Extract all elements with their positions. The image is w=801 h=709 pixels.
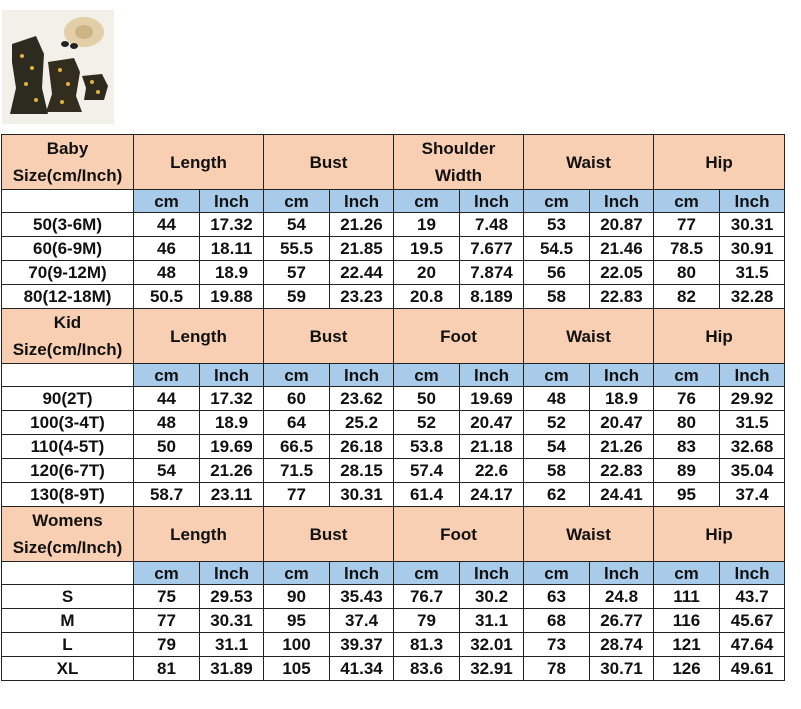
- measurement-header: Hip: [654, 135, 785, 190]
- value-cell: 21.26: [590, 435, 654, 459]
- measurement-header: Bust: [264, 507, 394, 562]
- value-cell: 76: [654, 387, 720, 411]
- value-cell: 116: [654, 609, 720, 633]
- value-cell: 68: [524, 609, 590, 633]
- measurement-header: Length: [134, 507, 264, 562]
- value-cell: 18.9: [200, 261, 264, 285]
- value-cell: 52: [394, 411, 460, 435]
- value-cell: 64: [264, 411, 330, 435]
- value-cell: 28.74: [590, 633, 654, 657]
- value-cell: 26.77: [590, 609, 654, 633]
- size-cell: 110(4-5T): [2, 435, 134, 459]
- value-cell: 30.31: [720, 213, 785, 237]
- value-cell: 35.43: [330, 585, 394, 609]
- value-cell: 75: [134, 585, 200, 609]
- unit-cm: cm: [264, 190, 330, 213]
- unit-cm: cm: [394, 190, 460, 213]
- table-row: [2, 237, 785, 261]
- size-cell: 80(12-18M): [2, 285, 134, 309]
- value-cell: 63: [524, 585, 590, 609]
- unit-cm: cm: [394, 562, 460, 585]
- unit-cm: cm: [654, 190, 720, 213]
- value-cell: 21.18: [460, 435, 524, 459]
- value-cell: 111: [654, 585, 720, 609]
- value-cell: 57.4: [394, 459, 460, 483]
- value-cell: 80: [654, 411, 720, 435]
- section-size-label-line: Baby: [46, 139, 89, 158]
- value-cell: 25.2: [330, 411, 394, 435]
- value-cell: 31.89: [200, 657, 264, 681]
- table-row: [2, 411, 785, 435]
- size-cell: XL: [2, 657, 134, 681]
- value-cell: 30.91: [720, 237, 785, 261]
- section-size-label: [2, 507, 134, 562]
- unit-cm: cm: [524, 562, 590, 585]
- table-row: [2, 387, 785, 411]
- value-cell: 76.7: [394, 585, 460, 609]
- unit-row: [2, 364, 785, 387]
- table-row: [2, 459, 785, 483]
- value-cell: 80: [654, 261, 720, 285]
- value-cell: 71.5: [264, 459, 330, 483]
- unit-row-blank: [2, 364, 134, 387]
- value-cell: 32.91: [460, 657, 524, 681]
- unit-row: [2, 190, 785, 213]
- value-cell: 73: [524, 633, 590, 657]
- value-cell: 30.71: [590, 657, 654, 681]
- value-cell: 24.41: [590, 483, 654, 507]
- value-cell: 81.3: [394, 633, 460, 657]
- measurement-header: [394, 135, 524, 190]
- value-cell: 66.5: [264, 435, 330, 459]
- unit-inch: lnch: [590, 364, 654, 387]
- section-header-row: [2, 135, 785, 190]
- size-cell: 70(9-12M): [2, 261, 134, 285]
- value-cell: 21.26: [200, 459, 264, 483]
- table-row: [2, 633, 785, 657]
- value-cell: 52: [524, 411, 590, 435]
- table-row: [2, 261, 785, 285]
- value-cell: 39.37: [330, 633, 394, 657]
- value-cell: 32.68: [720, 435, 785, 459]
- value-cell: 30.31: [330, 483, 394, 507]
- size-cell: 60(6-9M): [2, 237, 134, 261]
- unit-inch: lnch: [720, 364, 785, 387]
- unit-inch: lnch: [330, 364, 394, 387]
- value-cell: 77: [134, 609, 200, 633]
- size-cell: 90(2T): [2, 387, 134, 411]
- value-cell: 83: [654, 435, 720, 459]
- value-cell: 21.46: [590, 237, 654, 261]
- section-size-label-line: Size(cm/Inch): [12, 340, 123, 359]
- value-cell: 50: [134, 435, 200, 459]
- section-size-label-line: Size(cm/Inch): [12, 166, 123, 185]
- value-cell: 41.34: [330, 657, 394, 681]
- unit-row-blank: [2, 562, 134, 585]
- value-cell: 19: [394, 213, 460, 237]
- unit-inch: lnch: [330, 190, 394, 213]
- size-cell: M: [2, 609, 134, 633]
- value-cell: 57: [264, 261, 330, 285]
- value-cell: 35.04: [720, 459, 785, 483]
- value-cell: 29.92: [720, 387, 785, 411]
- value-cell: 62: [524, 483, 590, 507]
- value-cell: 95: [654, 483, 720, 507]
- value-cell: 47.64: [720, 633, 785, 657]
- value-cell: 48: [524, 387, 590, 411]
- value-cell: 22.83: [590, 285, 654, 309]
- value-cell: 43.7: [720, 585, 785, 609]
- unit-inch: lnch: [200, 190, 264, 213]
- value-cell: 19.69: [200, 435, 264, 459]
- section-size-label-line: Size(cm/Inch): [12, 538, 123, 557]
- value-cell: 21.26: [330, 213, 394, 237]
- unit-inch: lnch: [330, 562, 394, 585]
- value-cell: 81: [134, 657, 200, 681]
- value-cell: 54.5: [524, 237, 590, 261]
- unit-cm: cm: [264, 562, 330, 585]
- value-cell: 8.189: [460, 285, 524, 309]
- product-photo-image: [2, 10, 114, 124]
- measurement-header: Bust: [264, 309, 394, 364]
- table-row: [2, 609, 785, 633]
- measurement-header: Hip: [654, 309, 785, 364]
- value-cell: 19.5: [394, 237, 460, 261]
- value-cell: 59: [264, 285, 330, 309]
- value-cell: 45.67: [720, 609, 785, 633]
- value-cell: 58.7: [134, 483, 200, 507]
- value-cell: 44: [134, 387, 200, 411]
- value-cell: 48: [134, 261, 200, 285]
- value-cell: 53: [524, 213, 590, 237]
- unit-cm: cm: [654, 562, 720, 585]
- value-cell: 19.88: [200, 285, 264, 309]
- measurement-header-text: Shoulder Width: [421, 139, 496, 185]
- value-cell: 17.32: [200, 387, 264, 411]
- measurement-header: Length: [134, 135, 264, 190]
- value-cell: 121: [654, 633, 720, 657]
- measurement-header: Foot: [394, 507, 524, 562]
- value-cell: 20.47: [590, 411, 654, 435]
- value-cell: 79: [394, 609, 460, 633]
- table-row: [2, 657, 785, 681]
- table-row: [2, 435, 785, 459]
- size-cell: 120(6-7T): [2, 459, 134, 483]
- unit-cm: cm: [524, 190, 590, 213]
- value-cell: 23.11: [200, 483, 264, 507]
- value-cell: 26.18: [330, 435, 394, 459]
- unit-cm: cm: [134, 364, 200, 387]
- value-cell: 7.874: [460, 261, 524, 285]
- unit-row-blank: [2, 190, 134, 213]
- value-cell: 89: [654, 459, 720, 483]
- value-cell: 60: [264, 387, 330, 411]
- section-size-label: [2, 135, 134, 190]
- value-cell: 46: [134, 237, 200, 261]
- value-cell: 37.4: [330, 609, 394, 633]
- section-header-row: [2, 507, 785, 562]
- table-row: [2, 585, 785, 609]
- value-cell: 31.1: [460, 609, 524, 633]
- product-thumbnail: [2, 10, 114, 124]
- value-cell: 24.8: [590, 585, 654, 609]
- value-cell: 21.85: [330, 237, 394, 261]
- value-cell: 53.8: [394, 435, 460, 459]
- value-cell: 54: [264, 213, 330, 237]
- unit-cm: cm: [134, 562, 200, 585]
- measurement-header: Hip: [654, 507, 785, 562]
- value-cell: 32.28: [720, 285, 785, 309]
- measurement-header: Bust: [264, 135, 394, 190]
- value-cell: 7.677: [460, 237, 524, 261]
- table-row: [2, 285, 785, 309]
- value-cell: 18.9: [590, 387, 654, 411]
- size-cell: 130(8-9T): [2, 483, 134, 507]
- table-row: [2, 483, 785, 507]
- value-cell: 95: [264, 609, 330, 633]
- value-cell: 20: [394, 261, 460, 285]
- value-cell: 20.47: [460, 411, 524, 435]
- value-cell: 77: [264, 483, 330, 507]
- value-cell: 7.48: [460, 213, 524, 237]
- value-cell: 77: [654, 213, 720, 237]
- value-cell: 20.8: [394, 285, 460, 309]
- value-cell: 30.31: [200, 609, 264, 633]
- unit-cm: cm: [654, 364, 720, 387]
- unit-inch: lnch: [720, 562, 785, 585]
- value-cell: 32.01: [460, 633, 524, 657]
- value-cell: 61.4: [394, 483, 460, 507]
- value-cell: 22.83: [590, 459, 654, 483]
- value-cell: 22.05: [590, 261, 654, 285]
- size-cell: 50(3-6M): [2, 213, 134, 237]
- value-cell: 126: [654, 657, 720, 681]
- value-cell: 31.5: [720, 261, 785, 285]
- measurement-header: Length: [134, 309, 264, 364]
- value-cell: 83.6: [394, 657, 460, 681]
- measurement-header: Waist: [524, 309, 654, 364]
- value-cell: 31.1: [200, 633, 264, 657]
- value-cell: 22.6: [460, 459, 524, 483]
- section-header-row: [2, 309, 785, 364]
- value-cell: 54: [524, 435, 590, 459]
- value-cell: 55.5: [264, 237, 330, 261]
- size-chart-table: [1, 134, 785, 681]
- unit-inch: lnch: [460, 364, 524, 387]
- unit-cm: cm: [264, 364, 330, 387]
- unit-inch: lnch: [200, 364, 264, 387]
- value-cell: 18.9: [200, 411, 264, 435]
- size-cell: L: [2, 633, 134, 657]
- value-cell: 58: [524, 459, 590, 483]
- value-cell: 78.5: [654, 237, 720, 261]
- value-cell: 23.62: [330, 387, 394, 411]
- value-cell: 37.4: [720, 483, 785, 507]
- value-cell: 24.17: [460, 483, 524, 507]
- value-cell: 82: [654, 285, 720, 309]
- value-cell: 20.87: [590, 213, 654, 237]
- measurement-header: Waist: [524, 507, 654, 562]
- value-cell: 29.53: [200, 585, 264, 609]
- value-cell: 79: [134, 633, 200, 657]
- unit-cm: cm: [394, 364, 460, 387]
- value-cell: 28.15: [330, 459, 394, 483]
- size-cell: 100(3-4T): [2, 411, 134, 435]
- unit-cm: cm: [524, 364, 590, 387]
- section-size-label: [2, 309, 134, 364]
- value-cell: 31.5: [720, 411, 785, 435]
- value-cell: 44: [134, 213, 200, 237]
- section-size-label-line: Kid: [53, 313, 82, 332]
- value-cell: 78: [524, 657, 590, 681]
- value-cell: 100: [264, 633, 330, 657]
- unit-inch: lnch: [200, 562, 264, 585]
- unit-inch: lnch: [590, 562, 654, 585]
- value-cell: 105: [264, 657, 330, 681]
- value-cell: 22.44: [330, 261, 394, 285]
- value-cell: 90: [264, 585, 330, 609]
- value-cell: 19.69: [460, 387, 524, 411]
- table-row: [2, 213, 785, 237]
- unit-inch: lnch: [590, 190, 654, 213]
- section-size-label-line: Womens: [32, 511, 103, 530]
- value-cell: 50.5: [134, 285, 200, 309]
- value-cell: 18.11: [200, 237, 264, 261]
- value-cell: 56: [524, 261, 590, 285]
- unit-inch: lnch: [720, 190, 785, 213]
- value-cell: 49.61: [720, 657, 785, 681]
- measurement-header: Waist: [524, 135, 654, 190]
- unit-cm: cm: [134, 190, 200, 213]
- value-cell: 50: [394, 387, 460, 411]
- value-cell: 30.2: [460, 585, 524, 609]
- value-cell: 17.32: [200, 213, 264, 237]
- size-cell: S: [2, 585, 134, 609]
- value-cell: 48: [134, 411, 200, 435]
- unit-inch: lnch: [460, 562, 524, 585]
- unit-inch: lnch: [460, 190, 524, 213]
- measurement-header: Foot: [394, 309, 524, 364]
- unit-row: [2, 562, 785, 585]
- value-cell: 23.23: [330, 285, 394, 309]
- value-cell: 58: [524, 285, 590, 309]
- value-cell: 54: [134, 459, 200, 483]
